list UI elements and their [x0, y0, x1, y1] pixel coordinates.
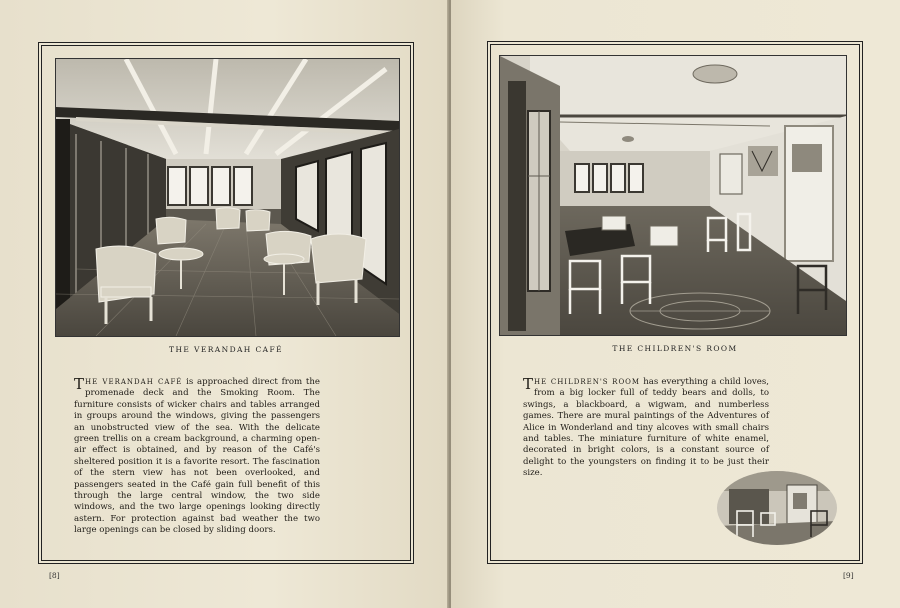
- drop-cap: T: [523, 375, 534, 393]
- left-page-border: [38, 42, 414, 564]
- right-page: [451, 0, 900, 608]
- verandah-cafe-description: [74, 377, 320, 537]
- childrens-room-description: [523, 377, 769, 480]
- verandah-cafe-caption: THE VERANDAH CAFÉ: [169, 345, 283, 354]
- title-smallcaps: HE CHILDREN'S ROOM: [534, 378, 641, 386]
- verandah-cafe-illustration: [56, 59, 399, 336]
- left-page: [0, 0, 449, 608]
- description-body: has everything a child loves, from a big locker full of teddy bears and dolls, to swings, a blackboard, a wigwam, and numberless games. There are mural paintings of the Adventures of Alice in Wonderland and tiny alcoves with small chairs and tables. The miniature furniture of white enamel, decorated in bright colors, is a constant source of delight to the youngsters on finding it to be just their size.: [523, 377, 769, 479]
- description-body: is approached direct from the promenade deck and the Smoking Room. The furniture consists of wicker chairs and tables arranged in groups around the windows, giving the passengers an unobstructed view of the sea. With the delicate green trellis on a cream background, a charming open-air effect is obtained, and by reason of the Café's sheltered position it is a favorite resort. The fascination of the stern view has not been overlooked, and passengers seated in the Café gain full benefit of this through the large central window, the two side windows, and the two large openings looking directly astern. For protection against bad weather the two large openings can be closed by sliding doors.: [74, 377, 320, 536]
- page-number-left: [8]: [49, 571, 60, 580]
- childrens-room-illustration: [500, 56, 846, 335]
- childrens-room-caption: THE CHILDREN'S ROOM: [612, 344, 738, 353]
- right-page-border: [487, 41, 863, 564]
- alcove-illustration: [717, 471, 837, 545]
- drop-cap: T: [74, 375, 85, 393]
- childrens-room-photo: [499, 55, 847, 336]
- verandah-cafe-photo: [55, 58, 400, 337]
- page-number-right: [9]: [843, 571, 854, 580]
- childrens-alcove-vignette: [717, 471, 837, 545]
- title-smallcaps: HE VERANDAH CAFÉ: [85, 378, 183, 386]
